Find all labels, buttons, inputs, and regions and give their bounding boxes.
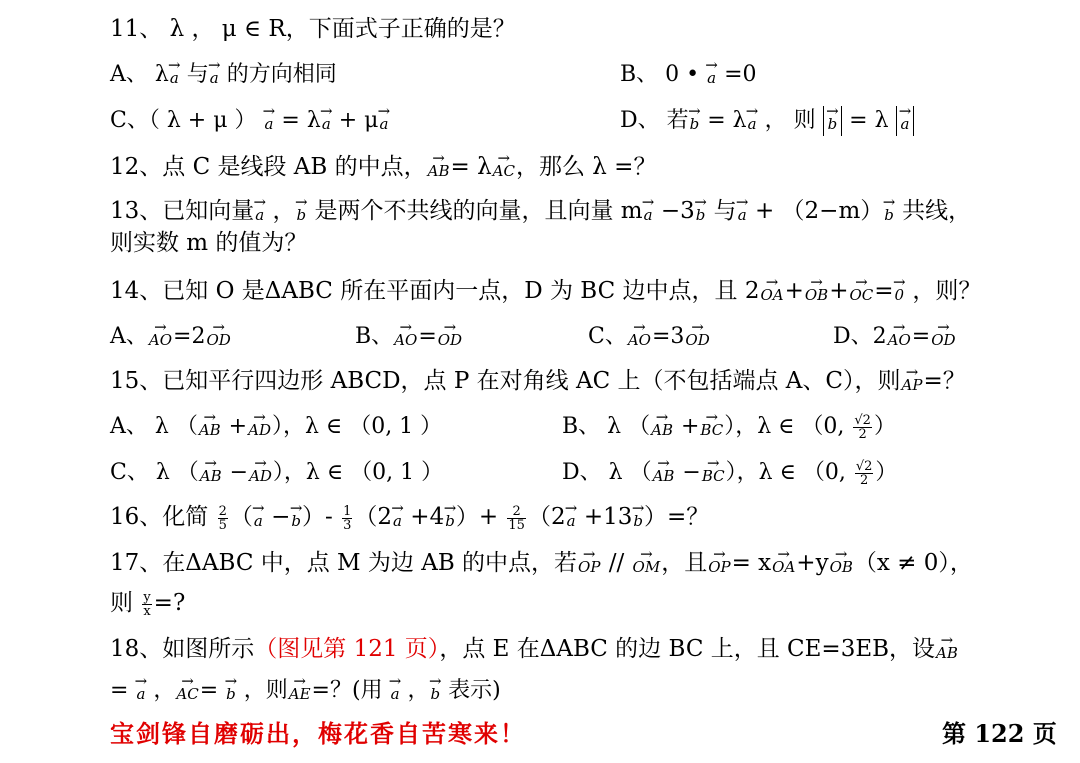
q14-option-c: C、→ AO=3→ OD [588, 322, 711, 352]
motto: 宝剑锋自磨砺出，梅花香自苦寒来！ [110, 719, 526, 748]
q12-stem: 12、点 C 是线段 AB 的中点，→ AB= λ→ AC，那么 λ =？ [110, 152, 656, 182]
q15-option-a: A、 λ （→ AB +→ AD），λ ∈ （0, 1 ） [110, 412, 442, 442]
q11-option-a: A、 λ→ a 与→ a 的方向相同 [110, 60, 337, 90]
q11-stem: 11、 λ ， μ ∈ R，下面式子正确的是？ [110, 16, 516, 42]
q15-stem: 15、已知平行四边形 ABCD，点 P 在对角线 AC 上（不包括端点 A、C），则→ AP=？ [110, 366, 966, 396]
q17-stem: 17、在ΔABC 中，点 M 为边 AB 的中点，若→ OP // → OM，且→ OP= x→ OA+y→ OB（x ≠ 0）， [110, 548, 973, 578]
page-number: 第 122 页 [942, 719, 1057, 748]
q15-option-c: C、 λ （→ AB −→ AD），λ ∈ （0, 1 ） [110, 458, 443, 488]
q14-option-b: B、→ AO=→ OD [355, 322, 463, 352]
q14-stem: 14、已知 O 是ΔABC 所在平面内一点，D 为 BC 边中点，且 2→ OA+→ OB+→ OC=→ 0 ，则？ [110, 276, 981, 306]
q18-stem-line2: = → a ，→ AC= → b ，则→ AE=？(用 → a ，→ b 表示) [110, 676, 501, 706]
q17-stem-line2: 则 $\frac{y}{x}$ =? [110, 589, 186, 619]
q14-option-a: A、→ AO=2→ OD [110, 322, 232, 352]
q15-option-d: D、 λ （→ AB −→ BC），λ ∈ （0, $\frac{√2}{2}$ ） [562, 458, 897, 488]
q18-figure-ref: （图见第 121 页） [254, 636, 440, 662]
q11-option-c: C、（ λ + μ ） → a = λ→ a + μ→ a [110, 106, 389, 136]
q13-stem: 13、已知向量→ a ，→ b 是两个不共线的向量，且向量 m→ a −3→ b 与→ a + （2−m）→ b 共线， [110, 196, 971, 226]
q11-option-b: B、 0 • → a =0 [620, 60, 757, 90]
q14-option-d: D、2→ AO=→ OD [833, 322, 957, 352]
q11-option-d: D、 若→ b = λ→ a ， 则 → b = λ → a [620, 106, 914, 136]
q18-stem: 18、如图所示（图见第 121 页），点 E 在ΔABC 的边 BC 上，且 CE=3EB，设→ AB [110, 634, 959, 664]
q16-stem: 16、化简 $\frac{2}{5}$ （→ a −→ b）- $\frac{1}{3}$ （2→ a +4→ b）+ $\frac{2}{15}$ （2→ a +13→ b）=？ [110, 502, 709, 532]
q15-option-b: B、 λ （→ AB +→ BC），λ ∈ （0, $\frac{√2}{2}$ ） [562, 412, 896, 442]
q13-stem-line2: 则实数 m 的值为？ [110, 230, 308, 256]
